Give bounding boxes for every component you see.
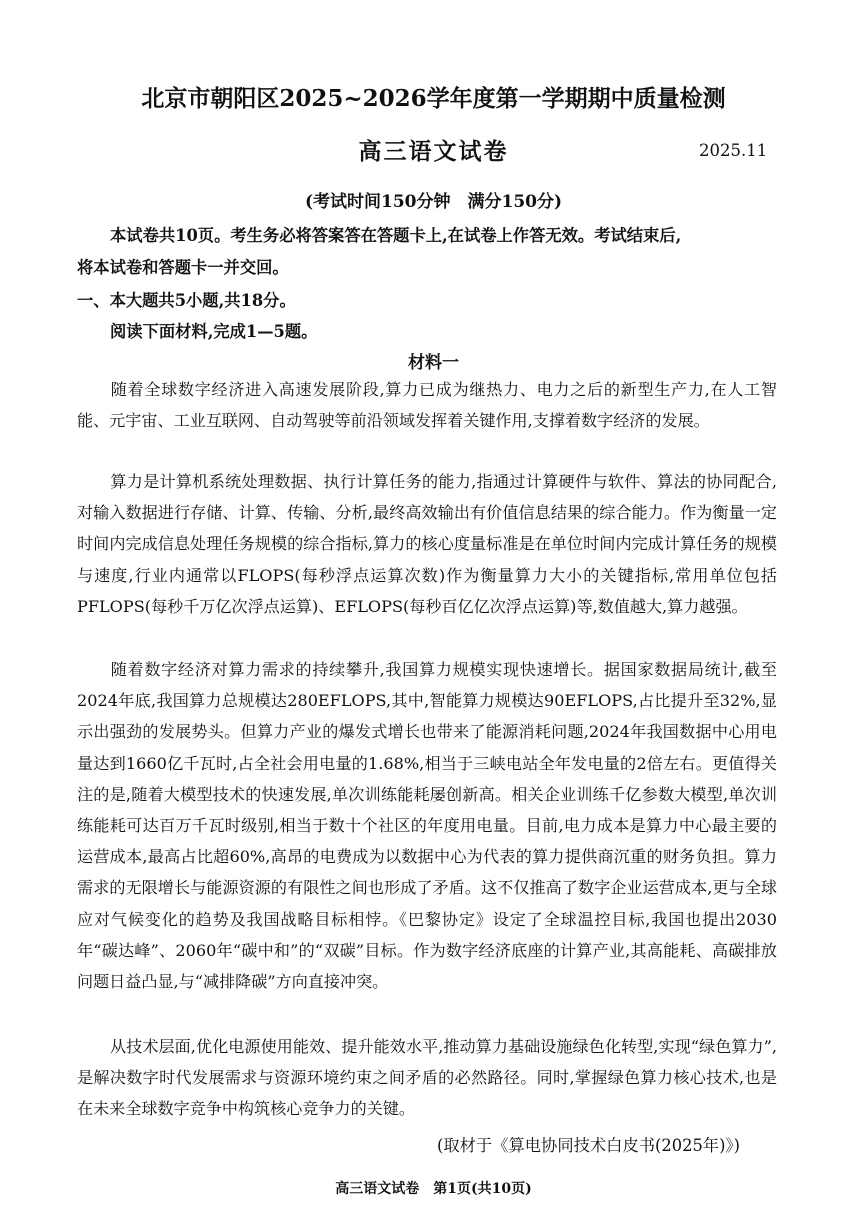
paragraph-text: 随着数字经济对算力需求的持续攀升,我国算力规模实现快速增长。据国家数据局统计,截至2024年底,我国算力总规模达280EFLOPS,其中,智能算力规模达90EFLOPS,占比提升至32%,显示出强劲的发展势头。但算力产业的爆发式增长也带来了能源消耗问题,2024年我国数据中心用电量达到1660亿千瓦时,占全社会用电量的1.68%,相当于三峡电站全年发电量的2倍左右。更值得关注的是,随着大模型技术的快速发展,单次训练能耗屡创新高。相关企业训练千亿参数大模型,单次训练能耗可达百万千瓦时级别,相当于数十个社区的年度用电量。目前,电力成本是算力中心最主要的运营成本,最高占比超60%,高昂的电费成为以数据中心为代表的算力提供商沉重的财务负担。算力需求的无限增长与能源资源的有限性之间也形成了矛盾。这不仅推高了数字企业运营成本,更与全球应对气候变化的趋势及我国战略目标相悖。《巴黎协定》设定了全球温控目标,我国也提出2030年“碳达峰”、2060年“碳中和”的“双碳”目标。作为数字经济底座的计算产业,其高能耗、高碳排放问题日益凸显,与“减排降碳”方向直接冲突。 <box>77 660 777 992</box>
exam-subtitle: 高三语文试卷 <box>358 138 509 165</box>
exam-info: (考试时间150分钟 满分150分) <box>304 192 563 212</box>
paragraph-text: 随着全球数字经济进入高速发展阶段,算力已成为继热力、电力之后的新型生产力,在人工智能、元宇宙、工业互联网、自动驾驶等前沿领域发挥着关键作用,支撑着数字经济的发展。 <box>77 380 777 431</box>
material-heading: 材料一 <box>408 353 459 373</box>
section-heading: 一、本大题共5小题,共18分。 <box>77 291 296 310</box>
instructions-line-1: 本试卷共10页。考生务必将答案答在答题卡上,在试卷上作答无效。考试结束后, <box>110 226 682 245</box>
material-paragraph-2 <box>77 466 777 622</box>
paragraph-text: 算力是计算机系统处理数据、执行计算任务的能力,指通过计算硬件与软件、算法的协同配合,对输入数据进行存储、计算、传输、分析,最终高效输出有价值信息结果的综合能力。作为衡量一定时间内完成信息处理任务规模的综合指标,算力的核心度量标准是在单位时间内完成计算任务的规模与速度,行业内通常以FLOPS(每秒浮点运算次数)作为衡量算力大小的关键指标,常用单位包括PFLOPS(每秒千万亿次浮点运算)、EFLOPS(每秒百亿亿次浮点运算)等,数值越大,算力越强。 <box>77 472 777 616</box>
material-source: (取材于《算电协同技术白皮书(2025年)》) <box>437 1136 740 1155</box>
section-task: 阅读下面材料,完成1—5题。 <box>110 322 318 341</box>
material-paragraph-4 <box>77 1031 777 1125</box>
material-paragraph-3 <box>77 654 777 997</box>
page-footer: 高三语文试卷 第1页(共10页) <box>335 1181 532 1197</box>
instructions-line-2: 将本试卷和答题卡一并交回。 <box>77 258 289 277</box>
exam-title: 北京市朝阳区2025~2026学年度第一学期期中质量检测 <box>141 85 726 112</box>
material-paragraph-1 <box>77 374 777 436</box>
paragraph-text: 从技术层面,优化电源使用能效、提升能效水平,推动算力基础设施绿色化转型,实现“绿色算力”,是解决数字时代发展需求与资源环境约束之间矛盾的必然路径。同时,掌握绿色算力核心技术,也是在未来全球数字竞争中构筑核心竞争力的关键。 <box>77 1037 777 1119</box>
exam-date: 2025.11 <box>699 141 768 160</box>
